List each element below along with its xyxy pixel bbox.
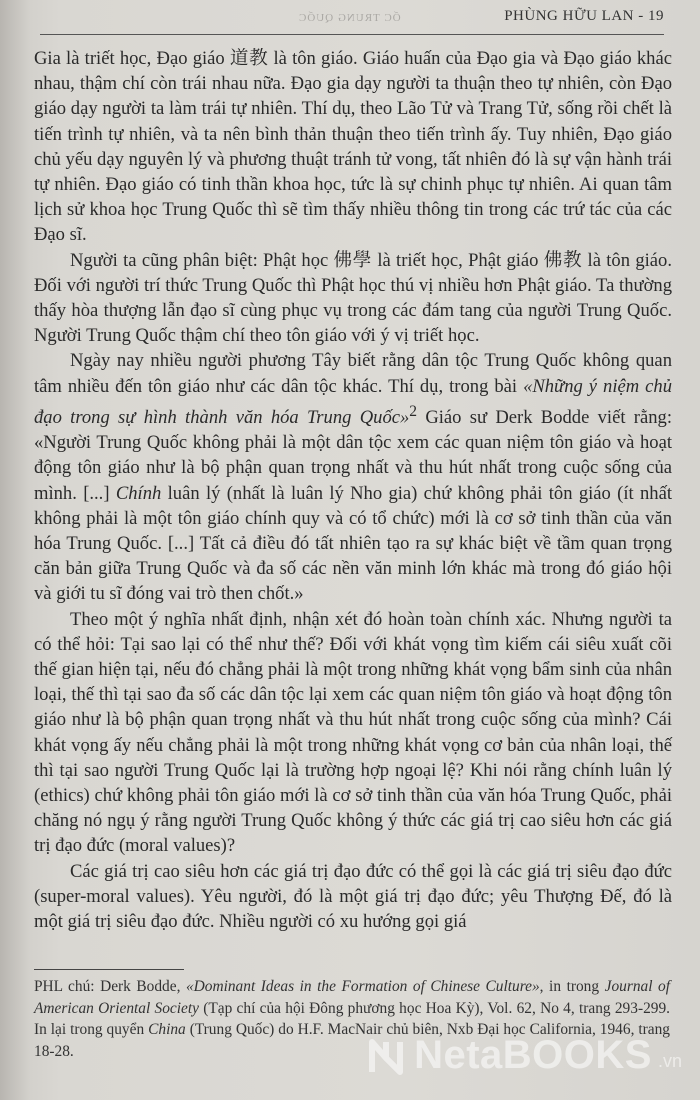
footnote-journal: Journal of American Oriental Society xyxy=(34,978,670,1017)
paragraph-1: Gia là triết học, Đạo giáo 道教 là tôn giáo. Giáo huấn của Đạo gia và Đạo giáo khác nhau, thậm chí còn trái nhau nữa. Đạo gia dạy người ta thuận theo tự nhiên, còn Đạo giáo dạy người ta làm trái tự nhiên. Thí dụ, theo Lão Tử và Trang Tử, sống rồi chết là tiến trình tự nhiên, và ta nên bình thản thuận theo tiến trình ấy. Tuy nhiên, Đạo giáo chủ yếu dạy nguyên lý và phương thuật tránh tử vong, tất nhiên đó là sự vận hành trái tự nhiên. Đạo giáo có tinh thần khoa học, tức là sự chinh phục tự nhiên. Ai quan tâm lịch sử khoa học Trung Quốc thì sẽ tìm thấy nhiều thông tin trong các trứ tác của các Đạo sĩ. xyxy=(34,48,672,246)
footnote-book: China xyxy=(148,1021,186,1038)
quote-emphasis: Chính xyxy=(115,482,162,504)
body-text xyxy=(34,46,672,934)
quote-part-2: luân lý (nhất là luân lý Nho gia) chứ không phải tôn giáo (ít nhất không phải là một tôn giáo chính quy và có tổ chức) mới là cơ sở tinh thần của văn hóa Trung Quốc. [...] Tất cả điều đó tất nhiên tạo ra sự khác biệt về tầm quan trọng căn bản giữa Trung Quốc và đa số các nền văn minh lớn khác mà trong đó giáo hội và giới tu sĩ đóng vai trò then chốt.» xyxy=(34,482,672,605)
article-title: «Những ý niệm chủ đạo trong sự hình thành văn hóa Trung Quốc» xyxy=(34,375,672,429)
quote-part-1: Giáo sư Derk Bodde viết rằng: «Người Trung Quốc không phải là một dân tộc xem các quan niệm tôn giáo và hoạt động tôn giáo như là bộ phận quan trọng nhất và thu hút nhất trong cuộc sống của mình. [...] xyxy=(34,407,672,504)
footnote-mid-1: , in trong xyxy=(539,978,605,995)
netabooks-logo-icon xyxy=(364,1034,408,1078)
paragraph-4: Theo một ý nghĩa nhất định, nhận xét đó hoàn toàn chính xác. Nhưng người ta có thể hỏi: Tại sao lại có thể như thế? Đối với khát vọng tìm kiếm cái siêu xuất cõi thế gian hiện tại, nếu đó chẳng phải là một trong những khát vọng bẩm sinh của nhân loại, thế thì tại sao đa số các dân tộc lại xem các quan niệm tôn giáo và hoạt động tôn giáo như là bộ phận quan trọng nhất và thu hút nhất trong cuộc sống của mình? Cái khát vọng ấy nếu chẳng phải là một trong những khát vọng cơ bản của nhân loại, thế thì tại sao người Trung Quốc lại là trường hợp ngoại lệ? Khi nói rằng chính luân lý (ethics) chứ không phải tôn giáo mới là cơ sở tinh thần của văn hóa Trung Quốc, phải chăng nó ngụ ý rằng người Trung Quốc không ý thức các giá trị cao siêu hơn các giá trị đạo đức (moral values)? xyxy=(34,608,672,857)
footnote-prefix: PHL chú: Derk Bodde, xyxy=(34,978,186,995)
footnote-suffix: (Trung Quốc) do H.F. MacNair chủ biên, Nxb Đại học California, 1946, trang 18-28. xyxy=(34,1021,670,1060)
running-head xyxy=(0,8,664,25)
paragraph-3-intro: Ngày nay nhiều người phương Tây biết rằng dân tộc Trung Quốc không quan tâm nhiều đến tôn giáo như các dân tộc khác. Thí dụ, trong bài xyxy=(34,350,672,397)
bleed-through-text: ỐC TRUNG QUỐC xyxy=(298,12,401,24)
paragraph-5: Các giá trị cao siêu hơn các giá trị đạo đức có thể gọi là các giá trị siêu đạo đức (super-moral values). Yêu người, đó là một giá trị đạo đức; yêu Thượng Đế, đó là một giá trị siêu đạo đức. Nhiều người có xu hướng gọi giá xyxy=(34,860,672,933)
footnote-article-title: «Dominant Ideas in the Formation of Chinese Culture» xyxy=(185,978,540,995)
paragraph-2: Người ta cũng phân biệt: Phật học 佛學 là triết học, Phật giáo 佛教 là tôn giáo. Đối với người trí thức Trung Quốc thì Phật học thú vị nhiều hơn Phật giáo. Ta thường thấy hòa thượng lẫn đạo sĩ cùng phục vụ trong các đám tang của người Trung Quốc. Người Trung Quốc thậm chí theo tôn giáo với ý vị triết học. xyxy=(34,249,672,347)
footnote-mid-2: (Tạp chí của hội Đông phương học Hoa Kỳ), Vol. 62, No 4, trang 293-299. In lại trong quyển xyxy=(34,999,671,1038)
watermark-brand: NetaBOOKS xyxy=(414,1033,652,1077)
watermark xyxy=(364,1033,682,1078)
watermark-suffix: .vn xyxy=(657,1051,682,1071)
running-head-text: PHÙNG HỮU LAN - 19 xyxy=(504,8,664,24)
footnote-rule xyxy=(34,969,184,970)
header-rule xyxy=(40,34,664,35)
footnote-mark: 2 xyxy=(409,402,418,420)
paragraph-3 xyxy=(34,348,672,606)
